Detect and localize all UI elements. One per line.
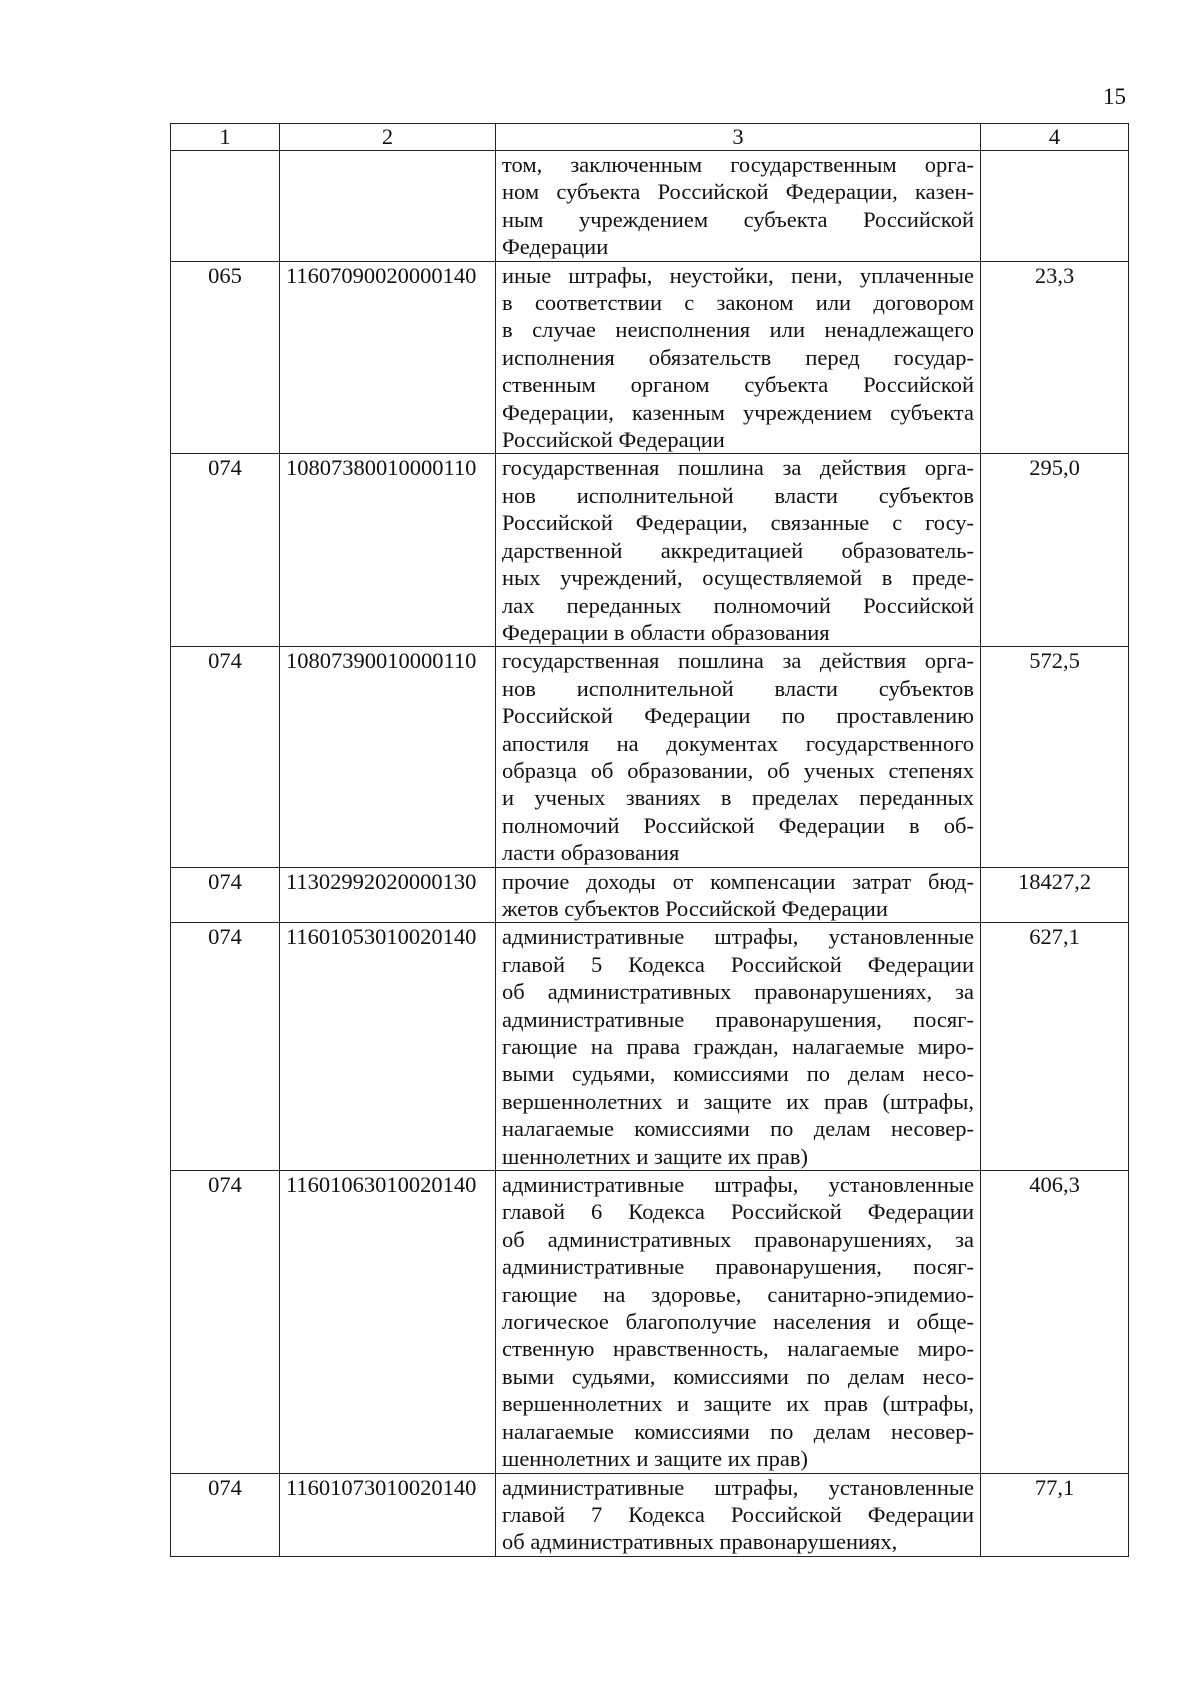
amount-cell: 18427,2 [981, 867, 1129, 923]
description-line: выми судьями, комиссиями по делам несо- [502, 1061, 974, 1087]
description-line: в соответствии с законом или договором [502, 290, 974, 316]
revenue-table [170, 123, 1129, 1557]
table-row [171, 923, 1129, 1171]
admin-code-cell: 074 [171, 454, 280, 647]
description-line: шеннолетних и защите их прав) [502, 1446, 809, 1472]
description-line: главой 5 Кодекса Российской Федерации [502, 951, 974, 977]
description-line: ственную нравственность, налагаемые миро- [502, 1336, 974, 1362]
description-line: жетов субъектов Российской Федерации [502, 895, 888, 921]
amount-cell: 572,5 [981, 647, 1129, 867]
description-cell [496, 1171, 981, 1473]
description-line: нов исполнительной власти субъектов [502, 482, 974, 508]
revenue-code-cell: 11302992020000130 [280, 867, 496, 923]
description-line: Российской Федерации по проставлению [502, 703, 974, 729]
description-line: об административных правонарушениях, за [502, 979, 974, 1005]
description-line: Российской Федерации [502, 427, 725, 453]
description-line: налагаемые комиссиями по делам несовер- [502, 1418, 974, 1444]
description-line: прочие доходы от компенсации затрат бюд- [502, 868, 974, 894]
description-line: главой 7 Кодекса Российской Федерации [502, 1501, 974, 1527]
amount-cell [981, 151, 1129, 262]
table-row [171, 1171, 1129, 1473]
description-line: административные правонарушения, посяг- [502, 1254, 974, 1280]
description-line: нов исполнительной власти субъектов [502, 675, 974, 701]
description-cell [496, 923, 981, 1171]
description-line: административные штрафы, установленные [502, 924, 974, 950]
description-cell [496, 261, 981, 454]
admin-code-cell: 074 [171, 1473, 280, 1556]
description-line: гающие на здоровье, санитарно-эпидемио- [502, 1281, 974, 1307]
table-row [171, 647, 1129, 867]
revenue-code-cell: 10807380010000110 [280, 454, 496, 647]
description-cell [496, 867, 981, 923]
description-line: и ученых званиях в пределах переданных [502, 785, 974, 811]
description-line: ном субъекта Российской Федерации, казен- [502, 179, 974, 205]
description-line: выми судьями, комиссиями по делам несо- [502, 1363, 974, 1389]
header-col-1: 1 [171, 124, 280, 151]
revenue-code-cell: 11601063010020140 [280, 1171, 496, 1473]
description-line: Федерации, казенным учреждением субъекта [502, 399, 974, 425]
admin-code-cell [171, 151, 280, 262]
description-line: шеннолетних и защите их прав) [502, 1143, 809, 1169]
revenue-code-cell [280, 151, 496, 262]
description-line: вершеннолетних и защите их прав (штрафы, [502, 1088, 974, 1114]
description-line: об административных правонарушениях, за [502, 1226, 974, 1252]
description-line: дарственной аккредитацией образователь- [502, 537, 974, 563]
amount-cell: 23,3 [981, 261, 1129, 454]
description-cell [496, 151, 981, 262]
description-cell [496, 1473, 981, 1556]
description-line: государственная пошлина за действия орга- [502, 648, 974, 674]
description-line: государственная пошлина за действия орга- [502, 455, 974, 481]
description-line: Российской Федерации, связанные с госу- [502, 510, 974, 536]
description-line: ственным органом субъекта Российской [502, 372, 974, 398]
admin-code-cell: 074 [171, 923, 280, 1171]
description-line: иные штрафы, неустойки, пени, уплаченные [502, 262, 974, 288]
revenue-code-cell: 11601053010020140 [280, 923, 496, 1171]
description-line: вершеннолетних и защите их прав (штрафы, [502, 1391, 974, 1417]
admin-code-cell: 065 [171, 261, 280, 454]
description-cell [496, 647, 981, 867]
description-cell [496, 454, 981, 647]
description-line: том, заключенным государственным орга- [502, 152, 974, 177]
description-line: административные штрафы, установленные [502, 1474, 974, 1500]
page-number: 15 [1103, 84, 1126, 109]
description-line: полномочий Российской Федерации в об- [502, 812, 974, 838]
description-line: административные штрафы, установленные [502, 1172, 974, 1198]
header-col-2: 2 [280, 124, 496, 151]
admin-code-cell: 074 [171, 867, 280, 923]
revenue-code-cell: 10807390010000110 [280, 647, 496, 867]
description-line: ласти образования [502, 840, 680, 866]
revenue-code-cell: 11607090020000140 [280, 261, 496, 454]
description-line: логическое благополучие населения и обще- [502, 1309, 974, 1335]
table-row [171, 151, 1129, 262]
table-body [171, 151, 1129, 1557]
amount-cell: 627,1 [981, 923, 1129, 1171]
description-line: налагаемые комиссиями по делам несовер- [502, 1116, 974, 1142]
description-line: образца об образовании, об ученых степенях [502, 757, 974, 783]
amount-cell: 77,1 [981, 1473, 1129, 1556]
description-line: лах переданных полномочий Российской [502, 592, 974, 618]
table-row [171, 1473, 1129, 1556]
amount-cell: 295,0 [981, 454, 1129, 647]
table-header [171, 124, 1129, 151]
description-line: Федерации в области образования [502, 619, 830, 645]
admin-code-cell: 074 [171, 1171, 280, 1473]
description-line: исполнения обязательств перед государ- [502, 344, 974, 370]
admin-code-cell: 074 [171, 647, 280, 867]
description-line: ным учреждением субъекта Российской [502, 206, 974, 232]
revenue-code-cell: 11601073010020140 [280, 1473, 496, 1556]
description-line: главой 6 Кодекса Российской Федерации [502, 1199, 974, 1225]
header-row [171, 124, 1129, 151]
description-line: гающие на права граждан, налагаемые миро- [502, 1034, 974, 1059]
header-col-3: 3 [496, 124, 981, 151]
description-line: Федерации [502, 234, 609, 260]
header-col-4: 4 [981, 124, 1129, 151]
description-line: ных учреждений, осуществляемой в преде- [502, 565, 974, 591]
description-line: административные правонарушения, посяг- [502, 1006, 974, 1032]
description-line: апостиля на документах государственного [502, 730, 974, 756]
table-row [171, 454, 1129, 647]
description-line: об административных правонарушениях, [502, 1529, 898, 1555]
table-row [171, 261, 1129, 454]
amount-cell: 406,3 [981, 1171, 1129, 1473]
description-line: в случае неисполнения или ненадлежащего [502, 317, 974, 343]
table-row [171, 867, 1129, 923]
